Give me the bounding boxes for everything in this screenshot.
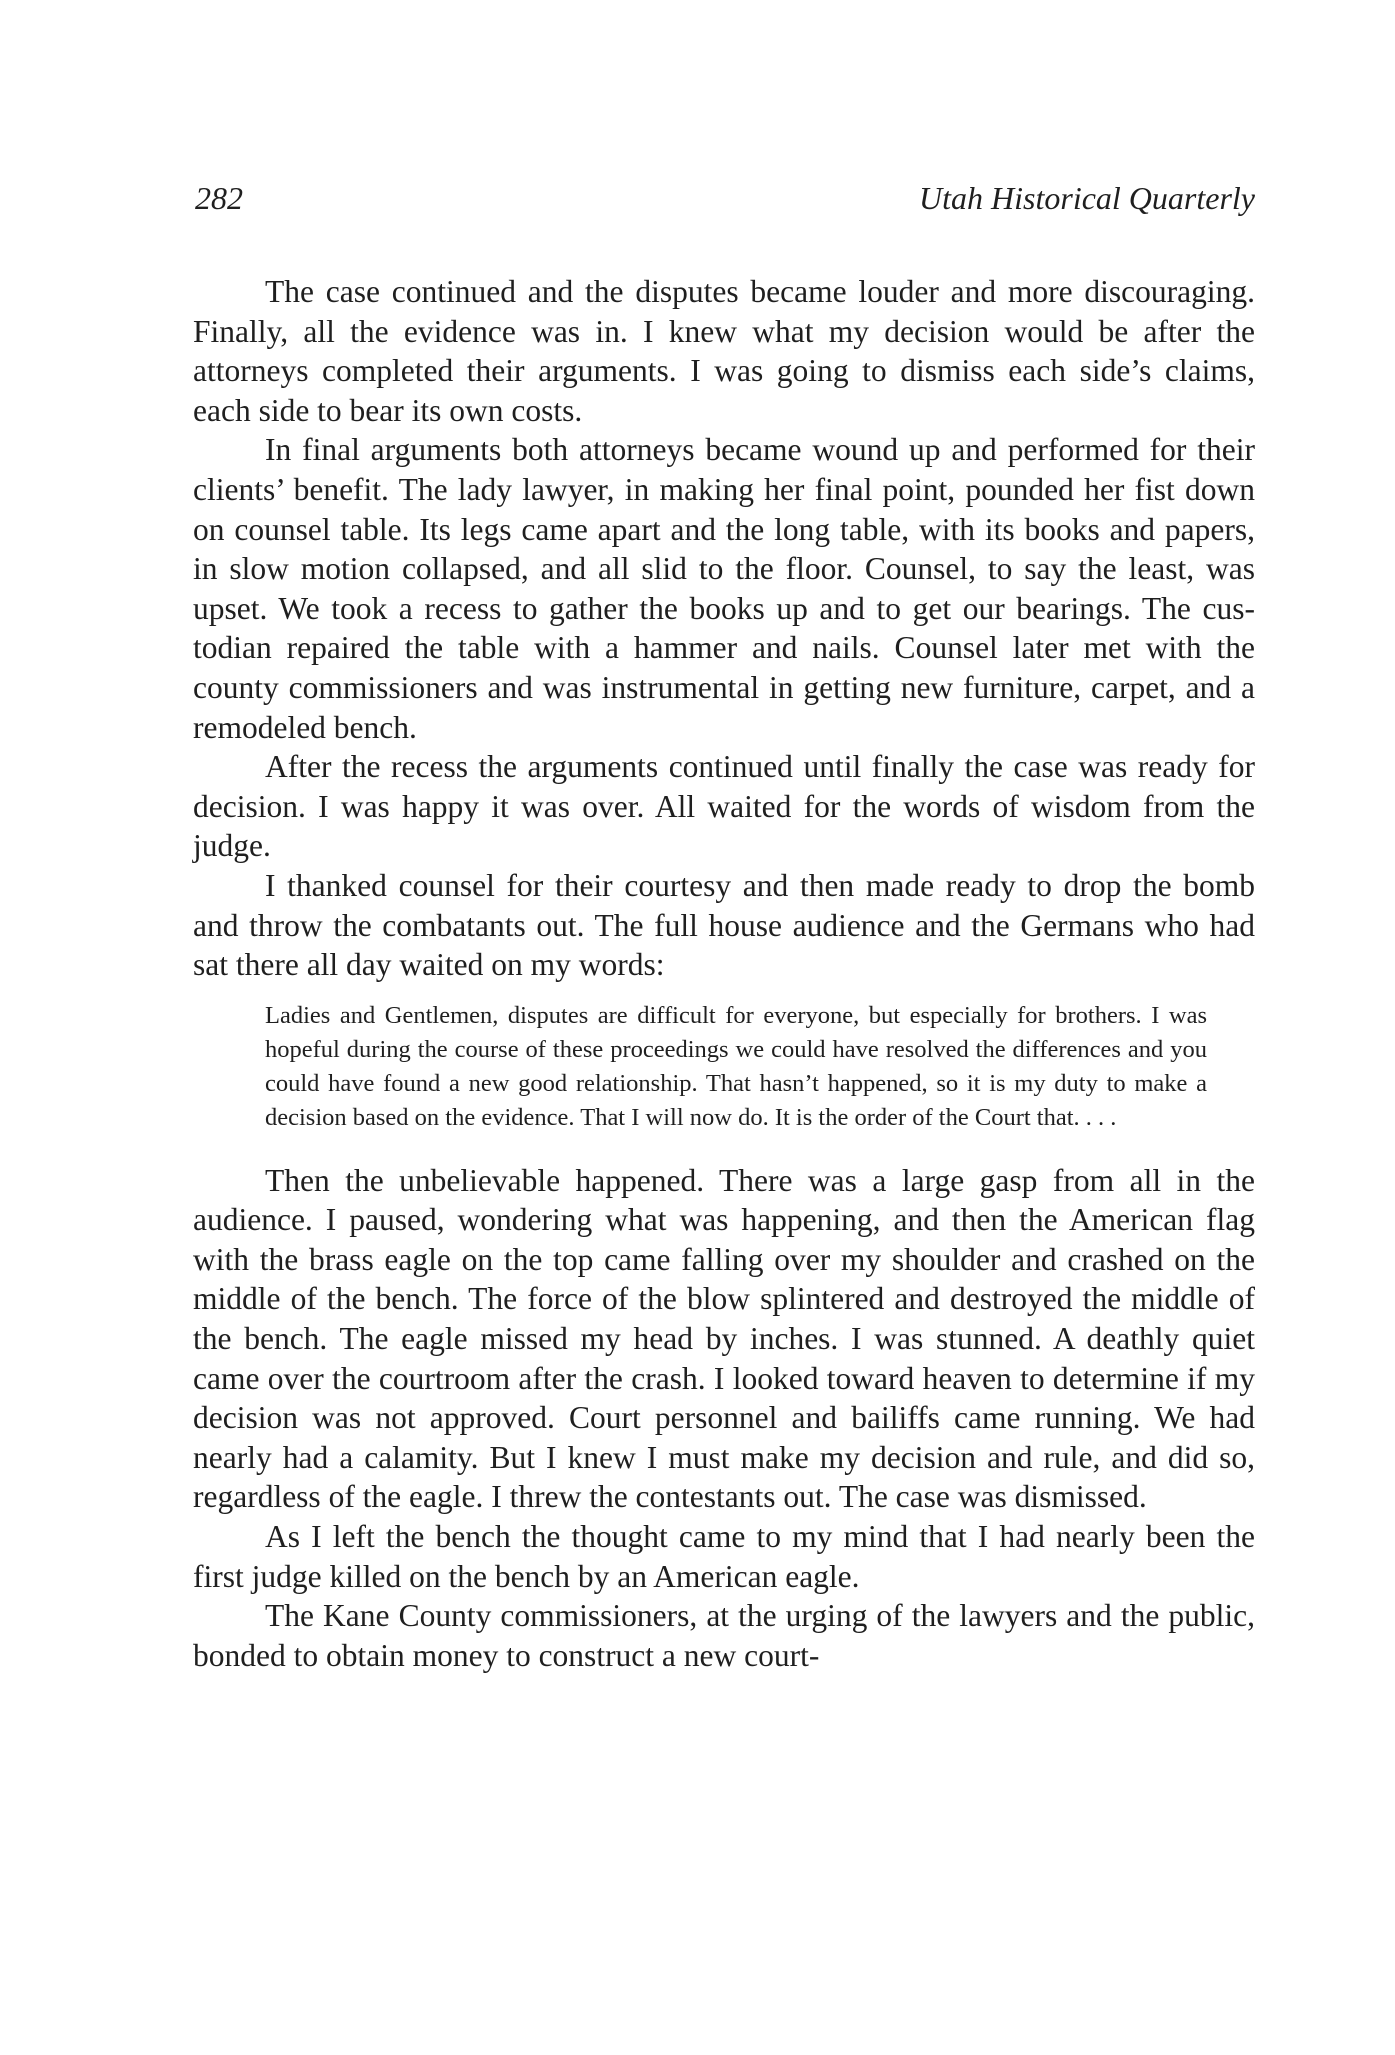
body-paragraph: The case continued and the disputes became louder and more discouraging. Finally, all the evidence was in. I knew what my decision would be after the attorneys completed their arguments. I was going to dismiss each side’s claims, each side to bear its own costs. [193,274,1255,428]
body-paragraph: The Kane County commissioners, at the urging of the lawyers and the public, bonded to obtain money to construct a new court- [193,1598,1255,1673]
journal-title: Utah Historical Quarterly [919,180,1255,216]
block-quote-text: Ladies and Gentlemen, disputes are difficult for everyone, but especially for brothers. I was hopeful during the course of these proceedings we could have resolved the differences and you could have found a new good relationship. That hasn’t happened, so it is my duty to make a decision based on the evidence. That I will now do. It is the order of the Court that. . . . [265,1001,1207,1131]
block-quote [265,999,1207,1135]
body-paragraph: I thanked counsel for their courtesy and then made ready to drop the bomb and throw the combatants out. The full house audience and the Germans who had sat there all day waited on my words: [193,867,1255,983]
body-paragraph: Then the unbelievable happened. There was a large gasp from all in the audience. I paused, wondering what was happening, and then the American flag with the brass eagle on the top came falling over my shoulder and crashed on the middle of the bench. The force of the blow splintered and destroyed the middle of the bench. The eagle missed my head by inches. I was stunned. A deathly quiet came over the courtroom after the crash. I looked toward heaven to determine if my decision was not approved. Court personnel and bailiffs came running. We had nearly had a calamity. But I knew I must make my decision and rule, and did so, regardless of the eagle. I threw the contestants out. The case was dismissed. [193,1162,1255,1515]
body-paragraph: In final arguments both attorneys became wound up and performed for their clients’ benefit. The lady lawyer, in making her final point, pounded her fist down on counsel table. Its legs came apart and the long table, with its books and papers, in slow motion collapsed, and all slid to the floor. Counsel, to say the least, was upset. We took a recess to gather the books up and to get our bearings. The custodian repaired the table with a hammer and nails. Counsel later met with the county commissioners and was instrumental in getting new furniture, carpet, and a remodeled bench. [193,432,1255,745]
article-body [193,272,1255,1675]
document-page [193,170,1255,1675]
body-paragraph: As I left the bench the thought came to my mind that I had nearly been the first judge killed on the bench by an American eagle. [193,1519,1255,1594]
body-paragraph: After the recess the arguments continued until finally the case was ready for decision. I was happy it was over. All waited for the words of wisdom from the judge. [193,749,1255,864]
running-header [193,170,1255,230]
page-number: 282 [195,180,243,216]
